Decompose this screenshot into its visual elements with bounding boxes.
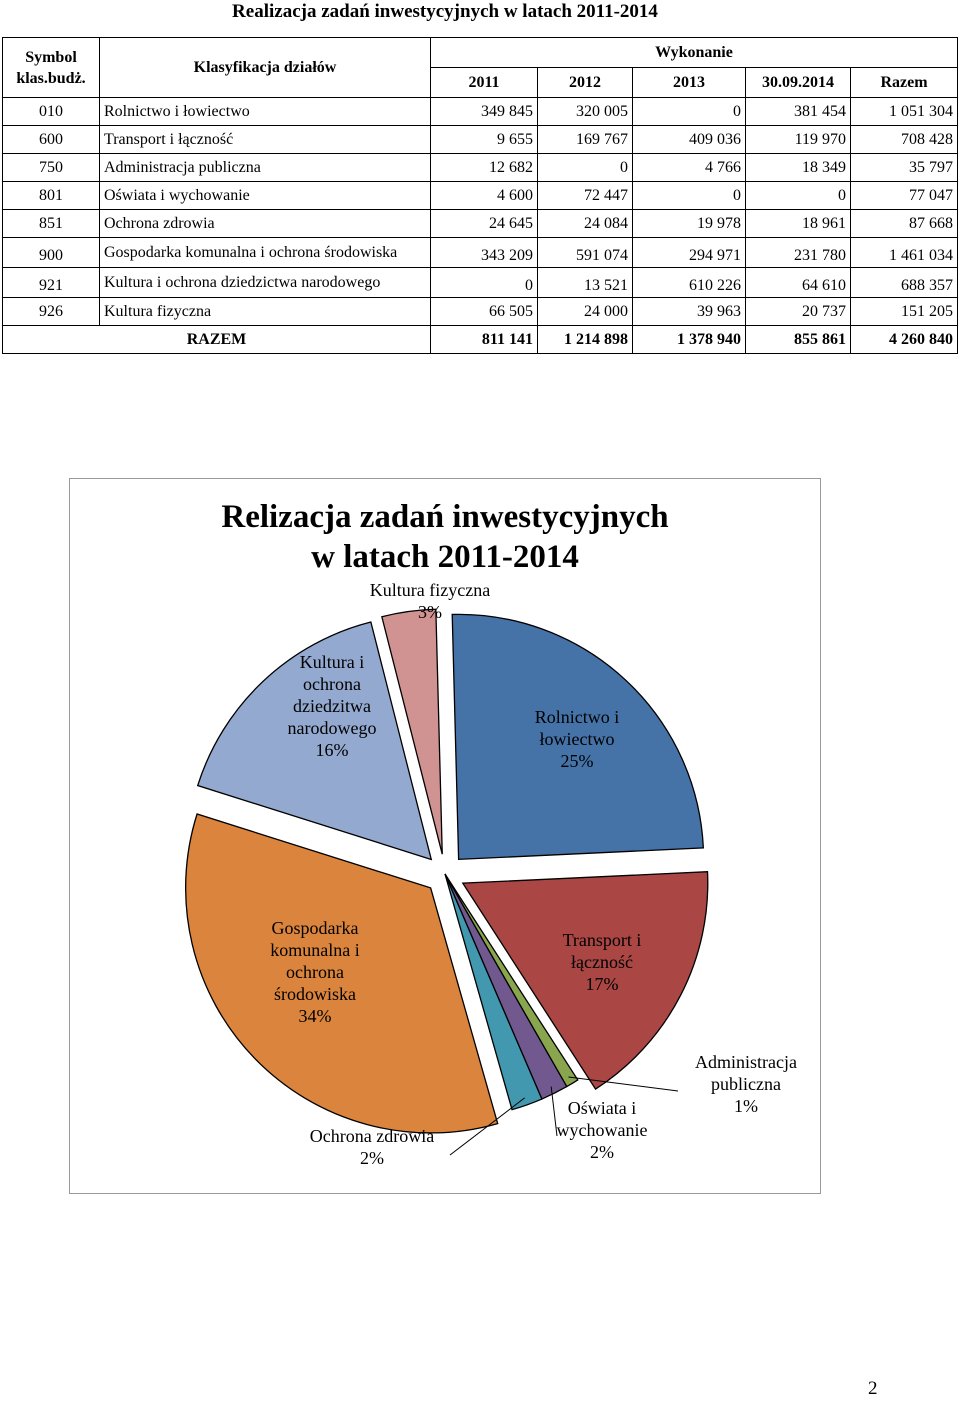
row-name: Gospodarka komunalna i ochrona środowiska (100, 238, 431, 268)
cell-value: 294 971 (633, 238, 746, 268)
cell-total: 1 461 034 (851, 238, 958, 268)
cell-value: 409 036 (633, 126, 746, 154)
cell-value: 9 655 (431, 126, 538, 154)
slice-percent: 34% (298, 1006, 332, 1026)
cell-total: 688 357 (851, 268, 958, 298)
cell-value: 0 (431, 268, 538, 298)
slice-label-line: ochrona (286, 962, 344, 982)
cell-value: 4 766 (633, 154, 746, 182)
cell-total: 1 051 304 (851, 98, 958, 126)
cell-value: 0 (746, 182, 851, 210)
cell-value: 12 682 (431, 154, 538, 182)
cell-value: 18 961 (746, 210, 851, 238)
row-name: Oświata i wychowanie (100, 182, 431, 210)
cell-value: 72 447 (538, 182, 633, 210)
cell-value: 591 074 (538, 238, 633, 268)
leader-line (568, 1077, 678, 1091)
cell-total: 87 668 (851, 210, 958, 238)
slice-label-line: środowiska (274, 984, 356, 1004)
table-row (3, 210, 958, 238)
row-name: Rolnictwo i łowiectwo (100, 98, 431, 126)
total-value: 855 861 (746, 326, 851, 354)
pie-chart (70, 479, 820, 1193)
pie-slices (186, 609, 708, 1133)
slice-label-line: Transport i (562, 930, 642, 950)
cell-value: 24 084 (538, 210, 633, 238)
slice-percent: 2% (360, 1148, 384, 1168)
table-row (3, 268, 958, 298)
table-row (3, 298, 958, 326)
slice-label-line: Oświata i (567, 1098, 637, 1118)
total-label: RAZEM (3, 326, 431, 354)
cell-value: 66 505 (431, 298, 538, 326)
table-header-row (3, 38, 958, 68)
cell-total: 151 205 (851, 298, 958, 326)
slice-label-line: narodowego (287, 718, 377, 738)
cell-value: 13 521 (538, 268, 633, 298)
cell-value: 119 970 (746, 126, 851, 154)
cell-value: 19 978 (633, 210, 746, 238)
cell-value: 39 963 (633, 298, 746, 326)
table-row (3, 98, 958, 126)
slice-label-line: ochrona (303, 674, 361, 694)
page-number: 2 (868, 1378, 878, 1399)
slice-label-line: publiczna (711, 1074, 781, 1094)
total-value: 811 141 (431, 326, 538, 354)
row-code: 926 (3, 298, 100, 326)
cell-value: 4 600 (431, 182, 538, 210)
investment-table (2, 37, 958, 354)
cell-value: 0 (633, 182, 746, 210)
slice-label-line: Rolnictwo i (534, 707, 620, 727)
row-code: 900 (3, 238, 100, 268)
row-code: 801 (3, 182, 100, 210)
row-code: 010 (3, 98, 100, 126)
cell-value: 24 645 (431, 210, 538, 238)
slice-label-line: Ochrona zdrowia (309, 1126, 435, 1146)
slice-label-line: Gospodarka (271, 918, 359, 938)
header-total: Razem (851, 68, 958, 98)
slice-label-line: Administracja (695, 1052, 797, 1072)
cell-value: 231 780 (746, 238, 851, 268)
slice-label-line: Kultura i (299, 652, 365, 672)
cell-value: 18 349 (746, 154, 851, 182)
slice-label-line: wychowanie (556, 1120, 648, 1140)
row-code: 750 (3, 154, 100, 182)
pie-chart-frame (69, 478, 821, 1194)
slice-percent: 2% (590, 1142, 614, 1162)
header-classification: Klasyfikacja działów (100, 38, 431, 98)
total-value: 1 378 940 (633, 326, 746, 354)
row-name: Transport i łączność (100, 126, 431, 154)
slice-label-line: łowiectwo (539, 729, 615, 749)
table-row (3, 154, 958, 182)
slice-percent: 17% (585, 974, 619, 994)
total-value: 1 214 898 (538, 326, 633, 354)
row-code: 921 (3, 268, 100, 298)
cell-value: 20 737 (746, 298, 851, 326)
total-value: 4 260 840 (851, 326, 958, 354)
row-name: Kultura fizyczna (100, 298, 431, 326)
slice-percent: 3% (418, 602, 442, 622)
slice-label (310, 1126, 434, 1168)
table-row (3, 126, 958, 154)
slice-percent: 1% (734, 1096, 758, 1116)
cell-value: 24 000 (538, 298, 633, 326)
cell-total: 708 428 (851, 126, 958, 154)
table-row (3, 182, 958, 210)
row-code: 600 (3, 126, 100, 154)
chart-title-line: w latach 2011-2014 (311, 539, 579, 575)
header-execution: Wykonanie (431, 38, 958, 68)
cell-value: 381 454 (746, 98, 851, 126)
slice-percent: 25% (560, 751, 594, 771)
document-title: Realizacja zadań inwestycyjnych w latach 2011-2014 (232, 1, 658, 22)
header-year: 2011 (431, 68, 538, 98)
table-total-row (3, 326, 958, 354)
cell-value: 349 845 (431, 98, 538, 126)
slice-label (695, 1052, 797, 1116)
row-code: 851 (3, 210, 100, 238)
header-year: 2013 (633, 68, 746, 98)
slice-percent: 16% (315, 740, 349, 760)
slice-label-line: Kultura fizyczna (369, 580, 491, 600)
header-year: 2012 (538, 68, 633, 98)
table-row (3, 238, 958, 268)
cell-value: 610 226 (633, 268, 746, 298)
slice-label (557, 1098, 648, 1162)
cell-value: 0 (633, 98, 746, 126)
slice-label-line: komunalna i (270, 940, 360, 960)
header-symbol: Symbol klas.budż. (3, 38, 100, 98)
header-year: 30.09.2014 (746, 68, 851, 98)
cell-value: 64 610 (746, 268, 851, 298)
cell-value: 343 209 (431, 238, 538, 268)
row-name: Kultura i ochrona dziedzictwa narodowego (100, 268, 431, 298)
chart-title-line: Relizacja zadań inwestycyjnych (221, 499, 669, 535)
slice-label-line: dziedzitwa (293, 696, 371, 716)
cell-total: 35 797 (851, 154, 958, 182)
cell-value: 169 767 (538, 126, 633, 154)
cell-total: 77 047 (851, 182, 958, 210)
cell-value: 0 (538, 154, 633, 182)
slice-label-line: łączność (571, 952, 633, 972)
row-name: Ochrona zdrowia (100, 210, 431, 238)
row-name: Administracja publiczna (100, 154, 431, 182)
cell-value: 320 005 (538, 98, 633, 126)
